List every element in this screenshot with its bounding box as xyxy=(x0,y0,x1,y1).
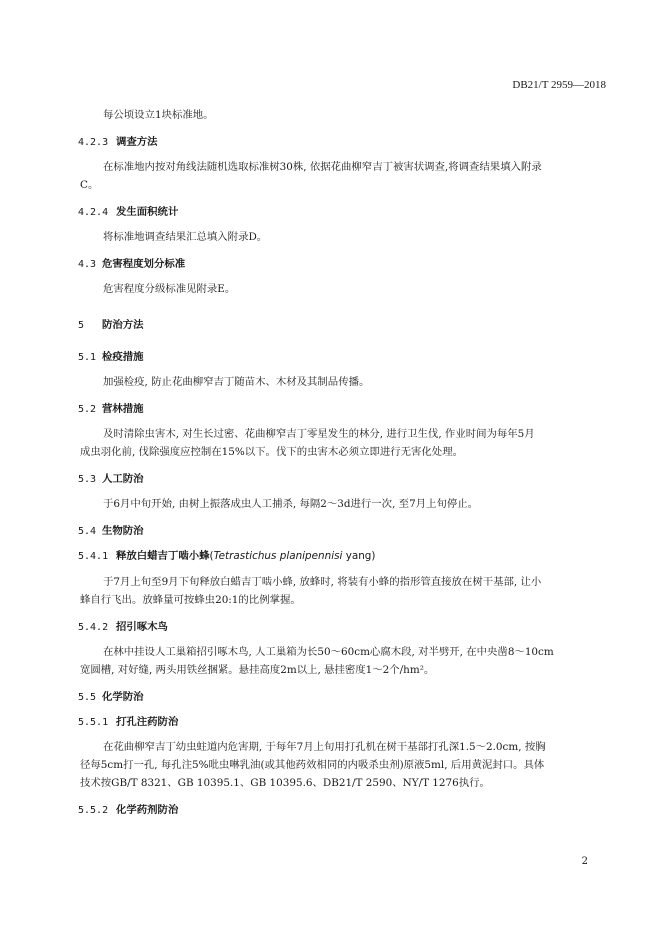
section-heading-5-2 xyxy=(78,402,144,417)
section-title: 危害程度划分标准 xyxy=(102,258,186,270)
section-title: 打孔注药防治 xyxy=(116,716,179,728)
section-title: 化学防治 xyxy=(102,691,144,703)
section-number: 5.5 xyxy=(78,692,97,703)
paragraph-text: 蜂自行飞出。放蜂量可按蜂虫20:1的比例掌握。 xyxy=(80,594,301,606)
paragraph-text: 将标准地调查结果汇总填入附录D。 xyxy=(103,231,268,243)
section-title: 防治方法 xyxy=(102,319,144,331)
paragraph-text: 宽圆槽, 对好缝, 两头用铁丝捆紧。悬挂高度2m以上, 悬挂密度1～2个/hm²。 xyxy=(80,664,435,676)
paragraph-text: 加强检疫, 防止花曲柳窄吉丁随苗木、木材及其制品传播。 xyxy=(103,376,370,388)
paragraph-text: 在林中挂设人工巢箱招引啄木鸟, 人工巢箱为长50～60cm心腐木段, 对半劈开, 在中央凿8～10cm xyxy=(103,646,554,658)
section-heading-5-1 xyxy=(78,350,144,365)
paragraph-text: 每公顷设立1块标准地。 xyxy=(103,109,214,121)
section-heading-5-4-2 xyxy=(78,620,168,635)
paragraph-text: 危害程度分级标准见附录E。 xyxy=(103,283,236,295)
section-heading-5-4-1 xyxy=(78,549,375,564)
section-number: 5.5.1 xyxy=(78,717,109,728)
section-title: 释放白蜡吉丁啮小蜂 xyxy=(116,550,210,562)
section-heading-5-5-2 xyxy=(78,803,178,818)
latin-open-paren: ( xyxy=(209,550,214,562)
latin-author: yang) xyxy=(342,550,376,562)
paragraph-text: 于6月中旬开始, 由树上振落成虫人工捕杀, 每隔2～3d进行一次, 至7月上旬停止。 xyxy=(103,498,479,510)
section-heading-4-3 xyxy=(78,257,185,272)
latin-species-name: Tetrastichus planipennisi xyxy=(213,550,343,562)
section-heading-5-3 xyxy=(78,472,144,487)
section-heading-4-2-3 xyxy=(78,135,158,150)
document-code-header: DB21/T 2959—2018 xyxy=(512,79,606,91)
section-number: 5 xyxy=(78,320,85,331)
section-heading-5-4 xyxy=(78,524,144,539)
paragraph-text: C。 xyxy=(80,179,99,191)
section-number: 5.5.2 xyxy=(78,805,109,816)
section-title: 人工防治 xyxy=(102,473,144,485)
paragraph-text: 在花曲柳窄吉丁幼虫蛀道内危害期, 于每年7月上旬用打孔机在树干基部打孔深1.5～2.0cm, 按胸 xyxy=(103,741,546,753)
section-heading-5-5-1 xyxy=(78,715,178,730)
section-number: 4.2.4 xyxy=(78,207,109,218)
section-number: 5.4.1 xyxy=(78,551,109,562)
paragraph-text: 及时清除虫害木, 对生长过密、花曲柳窄吉丁零星发生的林分, 进行卫生伐, 作业时间为每年5月 xyxy=(103,428,535,440)
section-title: 化学药剂防治 xyxy=(116,804,179,816)
paragraph-text: 于7月上旬至9月下旬释放白蜡吉丁啮小蜂, 放蜂时, 将装有小蜂的指形管直接放在树干基部, 让小 xyxy=(103,576,542,588)
section-title: 营林措施 xyxy=(102,403,144,415)
section-number: 5.2 xyxy=(78,404,97,415)
section-title: 生物防治 xyxy=(102,525,144,537)
section-title: 发生面积统计 xyxy=(116,206,179,218)
page-number: 2 xyxy=(581,856,588,867)
section-title: 招引啄木鸟 xyxy=(116,621,168,633)
section-title: 检疫措施 xyxy=(102,351,144,363)
paragraph-text: 径每5cm打一孔, 每孔注5%吡虫啉乳油(或其他药效相同的内吸杀虫剂)原液5ml, 后用黄泥封口。具体 xyxy=(80,759,545,771)
section-number: 5.4.2 xyxy=(78,622,109,633)
section-title: 调查方法 xyxy=(116,136,158,148)
section-number: 4.2.3 xyxy=(78,137,109,148)
paragraph-text: 成虫羽化前, 伐除强度应控制在15%以下。伐下的虫害木必须立即进行无害化处理。 xyxy=(80,446,463,458)
section-number: 5.3 xyxy=(78,474,97,485)
paragraph-text: 在标准地内按对角线法随机选取标准树30株, 依据花曲柳窄吉丁被害状调查,将调查结果填入附录 xyxy=(103,161,542,173)
chapter-heading-5 xyxy=(78,318,144,333)
section-number: 5.4 xyxy=(78,526,97,537)
paragraph-text: 技术按GB/T 8321、GB 10395.1、GB 10395.6、DB21/T 2590、NY/T 1276执行。 xyxy=(80,777,490,789)
section-heading-5-5 xyxy=(78,690,144,705)
section-number: 4.3 xyxy=(78,259,97,270)
section-number: 5.1 xyxy=(78,352,97,363)
section-heading-4-2-4 xyxy=(78,205,178,220)
